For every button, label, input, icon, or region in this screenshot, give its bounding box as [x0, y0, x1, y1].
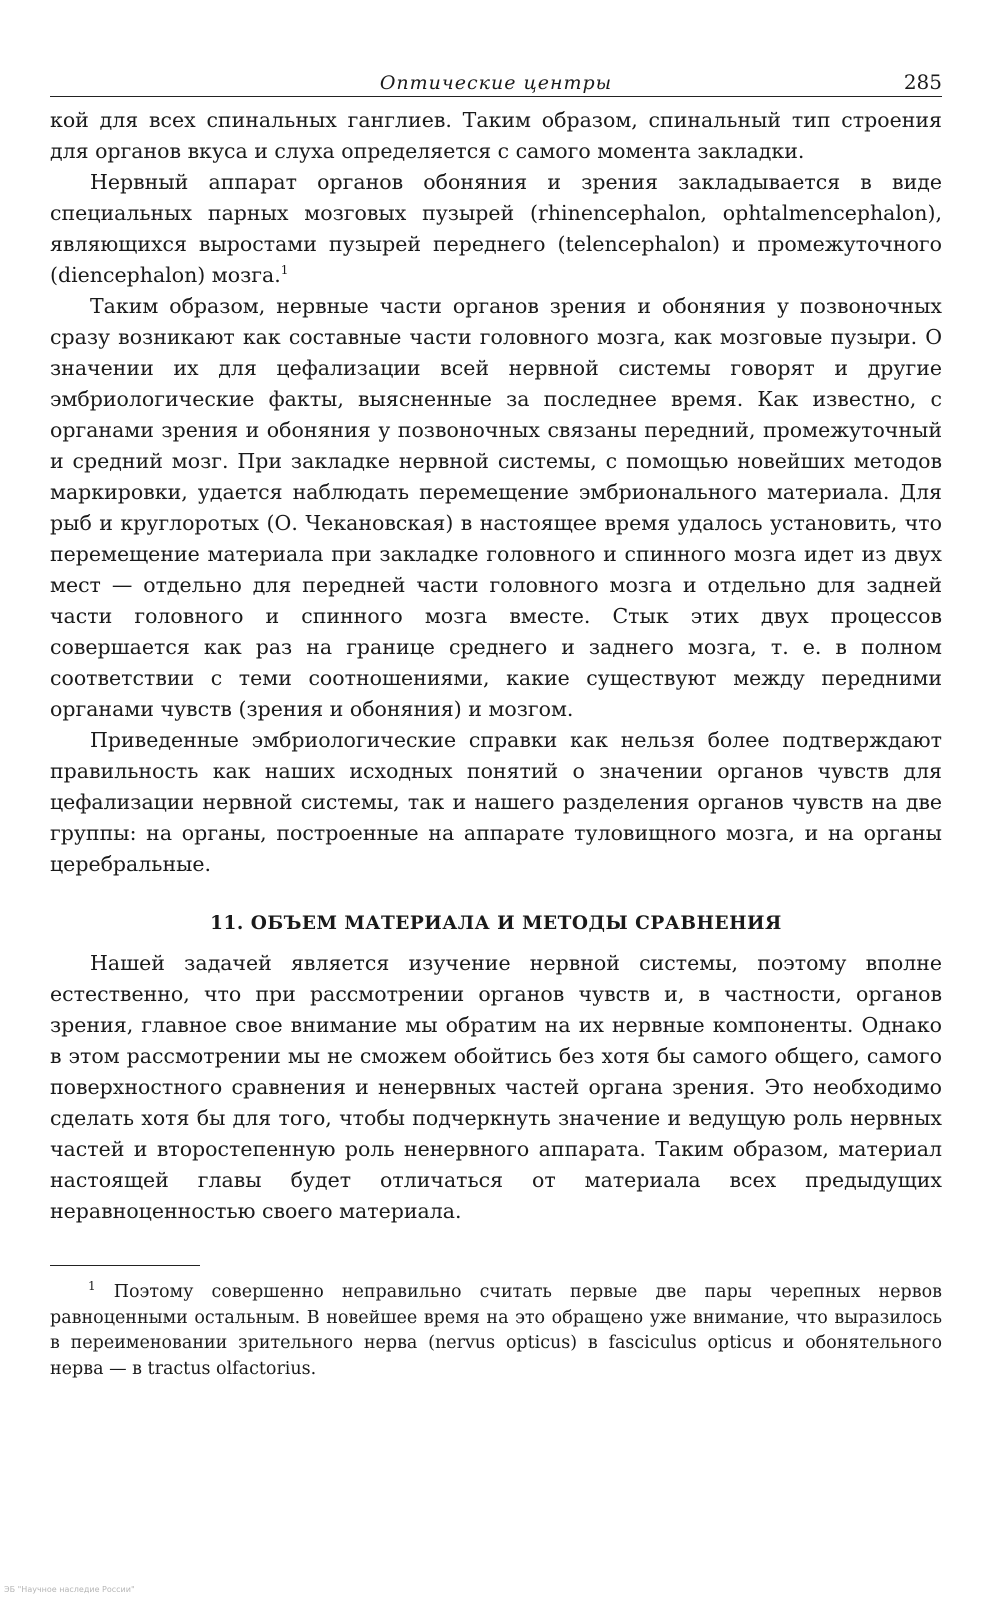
footnote-divider: [50, 1265, 200, 1266]
section-paragraph: Нашей задачей является изучение нервной системы, поэтому вполне естественно, что при рассмотрении органов чувств и, в частности, органов зрения, главное свое внимание мы обратим на их нервные компоненты. Однако в этом рассмотрении мы не сможем обойтись без хотя бы самого общего, самого поверхностного сравнения и ненервных частей органа зрения. Это необходимо сделать хотя бы для того, чтобы подчеркнуть значение и ведущую роль нервных частей и второстепенную роль ненервного аппарата. Таким образом, материал настоящей главы будет отличаться от материала всех предыдущих неравноценностью своего материала.: [50, 951, 942, 1223]
footnote-paragraph: [50, 1280, 942, 1382]
running-header: [50, 60, 942, 97]
paragraph-continuation: кой для всех спинальных ганглиев. Таким образом, спинальный тип строения для органов вкуса и слуха определяется с самого момента закладки.: [50, 108, 942, 163]
paragraph-conclusion: Приведенные эмбриологические справки как нельзя более подтверждают правильность как наших исходных понятий о значении органов чувств для цефализации нервной системы, так и нашего разделения органов чувств на две группы: на органы, построенные на аппарате туловищного мозга, и на органы церебральные.: [50, 728, 942, 876]
footnote-reference[interactable]: 1: [280, 263, 289, 278]
section-heading: 11. ОБЪЕМ МАТЕРИАЛА И МЕТОДЫ СРАВНЕНИЯ: [210, 913, 782, 934]
running-title: Оптические центры: [379, 72, 613, 94]
footnote-marker: 1: [88, 1279, 96, 1294]
book-page: [50, 60, 942, 1382]
paragraph-text: Нервный аппарат органов обоняния и зрения закладывается в виде специальных парных мозговых пузырей (rhinencephalon, ophtalmencephalon), являющихся выростами пузырей переднего (telencephalon) и промежуточного (diencephalon) мозга.: [50, 170, 942, 287]
paragraph-embryology: Таким образом, нервные части органов зрения и обоняния у позвоночных сразу возникают как составные части головного мозга, как мозговые пузыри. О значении их для цефализации всей нервной системы говорят и другие эмбриологические факты, выясненные за последнее время. Как известно, с органами зрения и обоняния у позвоночных связаны передний, промежуточный и средний мозг. При закладке нервной системы, с помощью новейших методов маркировки, удается наблюдать перемещение эмбрионального материала. Для рыб и круглоротых (О. Чекановская) в настоящее время удалось установить, что перемещение материала при закладке головного и спинного мозга идет из двух мест — отдельно для передней части головного мозга и отдельно для задней части головного и спинного мозга вместе. Стык этих двух процессов совершается как раз на границе среднего и заднего мозга, т. е. в полном соответствии с теми соотношениями, какие существуют между передними органами чувств (зрения и обоняния) и мозгом.: [50, 294, 942, 721]
footnote: [50, 1280, 942, 1382]
paragraph-nervous-apparatus: [50, 167, 942, 291]
footnote-text: Поэтому совершенно неправильно считать первые две пары черепных нервов равноценными остальным. В новейшее время на это обращено уже внимание, что выразилось в переименовании зрительного нерва (nervus opticus) в fasciculus opticus и обонятельного нерва — в tractus olfactorius.: [50, 1282, 942, 1379]
library-watermark: ЭБ "Научное наследие России": [4, 1585, 135, 1594]
page-number: 285: [903, 70, 942, 94]
body-text: [50, 105, 942, 880]
